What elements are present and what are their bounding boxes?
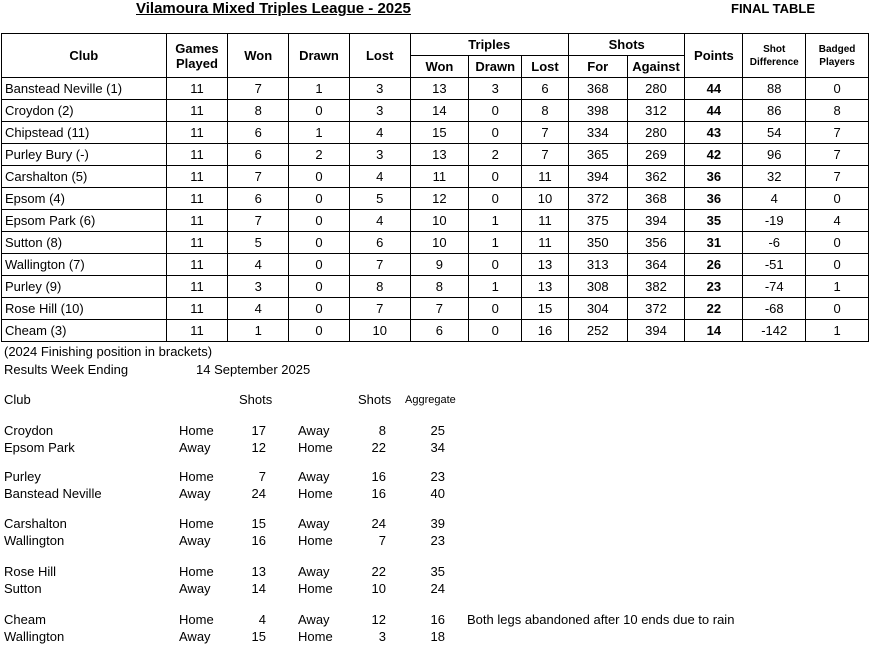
cell-t-drawn: 0 <box>469 298 522 320</box>
cell-club: Purley Bury (-) <box>2 144 167 166</box>
results-label: Results Week Ending <box>4 362 129 377</box>
result-s2: 10 <box>371 581 386 596</box>
cell-lost: 4 <box>349 210 410 232</box>
result-ha: Home <box>179 564 214 579</box>
cell-t-drawn: 0 <box>469 100 522 122</box>
cell-diff: 88 <box>743 78 806 100</box>
cell-points: 14 <box>685 320 743 342</box>
cell-played: 11 <box>166 210 228 232</box>
cell-lost: 4 <box>349 122 410 144</box>
cell-t-won: 14 <box>410 100 469 122</box>
cell-t-drawn: 0 <box>469 320 522 342</box>
cell-diff: -68 <box>743 298 806 320</box>
cell-won: 3 <box>228 276 289 298</box>
result-s2: 24 <box>371 516 386 531</box>
cell-against: 280 <box>627 78 685 100</box>
cell-against: 372 <box>627 298 685 320</box>
league-table <box>1 33 869 342</box>
table-row <box>2 188 869 210</box>
result-club: Banstead Neville <box>4 486 102 501</box>
cell-badged: 1 <box>806 276 869 298</box>
cell-lost: 10 <box>349 320 410 342</box>
cell-t-won: 8 <box>410 276 469 298</box>
cell-club: Epsom Park (6) <box>2 210 167 232</box>
cell-club: Purley (9) <box>2 276 167 298</box>
cell-badged: 8 <box>806 100 869 122</box>
cell-club: Chipstead (11) <box>2 122 167 144</box>
result-ah: Away <box>298 516 330 531</box>
cell-badged: 0 <box>806 188 869 210</box>
cell-t-lost: 15 <box>522 298 569 320</box>
cell-for: 368 <box>568 78 627 100</box>
result-s1: 7 <box>258 469 266 484</box>
cell-for: 334 <box>568 122 627 144</box>
cell-points: 35 <box>685 210 743 232</box>
result-ah: Away <box>298 612 330 627</box>
result-s2: 22 <box>371 440 386 455</box>
results-header-shots-home: Shots <box>239 392 273 407</box>
cell-points: 26 <box>685 254 743 276</box>
result-ah: Home <box>298 486 333 501</box>
cell-t-lost: 6 <box>522 78 569 100</box>
cell-club: Sutton (8) <box>2 232 167 254</box>
cell-points: 42 <box>685 144 743 166</box>
cell-drawn: 0 <box>289 320 350 342</box>
result-club: Purley <box>4 469 41 484</box>
result-s2: 22 <box>371 564 386 579</box>
cell-for: 394 <box>568 166 627 188</box>
table-row <box>2 254 869 276</box>
cell-points: 44 <box>685 100 743 122</box>
result-row <box>0 564 869 581</box>
cell-drawn: 0 <box>289 232 350 254</box>
cell-played: 11 <box>166 144 228 166</box>
result-row <box>0 612 869 629</box>
cell-t-won: 10 <box>410 232 469 254</box>
cell-for: 313 <box>568 254 627 276</box>
cell-won: 7 <box>228 210 289 232</box>
cell-diff: -74 <box>743 276 806 298</box>
header-triples: Triples <box>410 34 568 56</box>
cell-t-won: 13 <box>410 78 469 100</box>
cell-t-won: 12 <box>410 188 469 210</box>
header-triples-won: Won <box>410 56 469 78</box>
cell-won: 6 <box>228 122 289 144</box>
standings-body <box>2 78 869 342</box>
result-agg: 23 <box>430 533 445 548</box>
cell-won: 4 <box>228 298 289 320</box>
result-row <box>0 486 869 503</box>
cell-against: 394 <box>627 320 685 342</box>
cell-t-drawn: 0 <box>469 122 522 144</box>
header-shots-against: Against <box>627 56 685 78</box>
cell-diff: -51 <box>743 254 806 276</box>
result-s2: 7 <box>378 533 386 548</box>
cell-t-lost: 11 <box>522 166 569 188</box>
cell-t-drawn: 0 <box>469 166 522 188</box>
result-club: Epsom Park <box>4 440 75 455</box>
result-s2: 8 <box>378 423 386 438</box>
cell-club: Carshalton (5) <box>2 166 167 188</box>
cell-badged: 7 <box>806 144 869 166</box>
cell-played: 11 <box>166 254 228 276</box>
result-s2: 16 <box>371 469 386 484</box>
cell-t-drawn: 1 <box>469 276 522 298</box>
result-row <box>0 516 869 533</box>
result-agg: 16 <box>430 612 445 627</box>
cell-club: Banstead Neville (1) <box>2 78 167 100</box>
cell-played: 11 <box>166 122 228 144</box>
cell-against: 362 <box>627 166 685 188</box>
header-triples-lost: Lost <box>522 56 569 78</box>
result-ah: Home <box>298 440 333 455</box>
result-club: Rose Hill <box>4 564 57 579</box>
cell-for: 308 <box>568 276 627 298</box>
cell-club: Wallington (7) <box>2 254 167 276</box>
result-agg: 34 <box>430 440 445 455</box>
header-badged-players: Badged Players <box>806 34 869 78</box>
result-ah: Home <box>298 581 333 596</box>
result-agg: 40 <box>430 486 445 501</box>
cell-badged: 0 <box>806 298 869 320</box>
cell-lost: 3 <box>349 78 410 100</box>
result-row <box>0 581 869 598</box>
cell-badged: 0 <box>806 254 869 276</box>
cell-played: 11 <box>166 320 228 342</box>
cell-against: 356 <box>627 232 685 254</box>
result-club: Carshalton <box>4 516 67 531</box>
cell-points: 31 <box>685 232 743 254</box>
cell-diff: -19 <box>743 210 806 232</box>
cell-drawn: 0 <box>289 276 350 298</box>
cell-lost: 3 <box>349 100 410 122</box>
cell-t-drawn: 3 <box>469 78 522 100</box>
result-s1: 12 <box>251 440 266 455</box>
cell-t-lost: 11 <box>522 210 569 232</box>
result-s1: 17 <box>251 423 266 438</box>
result-row <box>0 423 869 440</box>
cell-played: 11 <box>166 276 228 298</box>
cell-won: 7 <box>228 78 289 100</box>
header-shots-for: For <box>568 56 627 78</box>
cell-badged: 7 <box>806 122 869 144</box>
finishing-position-note: (2024 Finishing position in brackets) <box>4 344 213 359</box>
cell-diff: -142 <box>743 320 806 342</box>
header-lost: Lost <box>349 34 410 78</box>
result-ha: Home <box>179 469 214 484</box>
result-ha: Away <box>179 440 211 455</box>
result-ah: Away <box>298 469 330 484</box>
cell-club: Epsom (4) <box>2 188 167 210</box>
result-s1: 4 <box>258 612 266 627</box>
header-won: Won <box>228 34 289 78</box>
cell-t-drawn: 0 <box>469 188 522 210</box>
cell-t-won: 10 <box>410 210 469 232</box>
cell-against: 280 <box>627 122 685 144</box>
cell-for: 252 <box>568 320 627 342</box>
result-agg: 25 <box>430 423 445 438</box>
cell-played: 11 <box>166 166 228 188</box>
cell-t-won: 15 <box>410 122 469 144</box>
cell-points: 36 <box>685 188 743 210</box>
cell-against: 394 <box>627 210 685 232</box>
results-header-shots-away: Shots <box>358 392 392 407</box>
cell-drawn: 0 <box>289 100 350 122</box>
cell-for: 398 <box>568 100 627 122</box>
cell-drawn: 1 <box>289 122 350 144</box>
result-ha: Away <box>179 629 211 644</box>
header-points: Points <box>685 34 743 78</box>
cell-t-won: 9 <box>410 254 469 276</box>
table-row <box>2 320 869 342</box>
cell-t-lost: 11 <box>522 232 569 254</box>
cell-t-drawn: 1 <box>469 232 522 254</box>
cell-for: 372 <box>568 188 627 210</box>
page-title: Vilamoura Mixed Triples League - 2025 <box>136 0 411 17</box>
result-row <box>0 629 869 646</box>
header-games-played: Games Played <box>166 34 228 78</box>
cell-against: 368 <box>627 188 685 210</box>
cell-diff: 4 <box>743 188 806 210</box>
result-row <box>0 533 869 550</box>
header-drawn: Drawn <box>289 34 350 78</box>
header-triples-drawn: Drawn <box>469 56 522 78</box>
cell-badged: 0 <box>806 232 869 254</box>
cell-lost: 4 <box>349 166 410 188</box>
result-s1: 24 <box>251 486 266 501</box>
cell-club: Rose Hill (10) <box>2 298 167 320</box>
cell-for: 350 <box>568 232 627 254</box>
cell-badged: 7 <box>806 166 869 188</box>
result-ha: Home <box>179 612 214 627</box>
cell-t-lost: 16 <box>522 320 569 342</box>
cell-lost: 3 <box>349 144 410 166</box>
result-club: Croydon <box>4 423 54 438</box>
cell-for: 375 <box>568 210 627 232</box>
table-row <box>2 78 869 100</box>
result-s2: 12 <box>371 612 386 627</box>
result-agg: 18 <box>430 629 445 644</box>
table-row <box>2 122 869 144</box>
cell-club: Croydon (2) <box>2 100 167 122</box>
cell-against: 382 <box>627 276 685 298</box>
result-agg: 35 <box>430 564 445 579</box>
result-s1: 14 <box>251 581 266 596</box>
cell-played: 11 <box>166 232 228 254</box>
result-club: Wallington <box>4 533 65 548</box>
result-s1: 15 <box>251 516 266 531</box>
cell-points: 36 <box>685 166 743 188</box>
result-s2: 16 <box>371 486 386 501</box>
result-agg: 23 <box>430 469 445 484</box>
results-header-club: Club <box>4 392 31 407</box>
cell-badged: 1 <box>806 320 869 342</box>
results-date: 14 September 2025 <box>196 362 311 377</box>
result-ha: Away <box>179 533 211 548</box>
cell-won: 7 <box>228 166 289 188</box>
cell-played: 11 <box>166 188 228 210</box>
cell-diff: 54 <box>743 122 806 144</box>
result-club: Sutton <box>4 581 42 596</box>
cell-drawn: 0 <box>289 210 350 232</box>
cell-points: 23 <box>685 276 743 298</box>
cell-badged: 4 <box>806 210 869 232</box>
result-ha: Away <box>179 581 211 596</box>
cell-against: 269 <box>627 144 685 166</box>
cell-lost: 6 <box>349 232 410 254</box>
result-s1: 15 <box>251 629 266 644</box>
cell-diff: 32 <box>743 166 806 188</box>
cell-t-drawn: 0 <box>469 254 522 276</box>
results-week-ending <box>4 362 311 377</box>
result-s1: 13 <box>251 564 266 579</box>
cell-lost: 7 <box>349 298 410 320</box>
cell-drawn: 0 <box>289 166 350 188</box>
cell-lost: 5 <box>349 188 410 210</box>
cell-played: 11 <box>166 100 228 122</box>
cell-t-lost: 7 <box>522 144 569 166</box>
table-row <box>2 100 869 122</box>
cell-for: 304 <box>568 298 627 320</box>
result-agg: 39 <box>430 516 445 531</box>
result-row <box>0 469 869 486</box>
cell-diff: 86 <box>743 100 806 122</box>
cell-t-won: 7 <box>410 298 469 320</box>
cell-t-drawn: 2 <box>469 144 522 166</box>
result-ah: Home <box>298 629 333 644</box>
final-table-label: FINAL TABLE <box>731 1 816 16</box>
result-ah: Away <box>298 564 330 579</box>
result-ah: Home <box>298 533 333 548</box>
cell-played: 11 <box>166 298 228 320</box>
result-ha: Home <box>179 423 214 438</box>
cell-won: 6 <box>228 144 289 166</box>
cell-lost: 8 <box>349 276 410 298</box>
table-row <box>2 144 869 166</box>
cell-lost: 7 <box>349 254 410 276</box>
cell-badged: 0 <box>806 78 869 100</box>
result-s1: 16 <box>251 533 266 548</box>
cell-won: 5 <box>228 232 289 254</box>
result-club: Wallington <box>4 629 65 644</box>
cell-t-drawn: 1 <box>469 210 522 232</box>
result-s2: 3 <box>378 629 386 644</box>
header-shots: Shots <box>568 34 685 56</box>
results-header-aggregate: Aggregate <box>405 394 456 406</box>
result-club: Cheam <box>4 612 46 627</box>
cell-for: 365 <box>568 144 627 166</box>
cell-against: 312 <box>627 100 685 122</box>
cell-t-won: 13 <box>410 144 469 166</box>
result-ah: Away <box>298 423 330 438</box>
table-row <box>2 232 869 254</box>
header-club: Club <box>2 34 167 78</box>
cell-t-lost: 8 <box>522 100 569 122</box>
result-row <box>0 440 869 457</box>
cell-won: 4 <box>228 254 289 276</box>
cell-points: 44 <box>685 78 743 100</box>
result-ha: Home <box>179 516 214 531</box>
cell-t-won: 6 <box>410 320 469 342</box>
cell-points: 43 <box>685 122 743 144</box>
cell-drawn: 1 <box>289 78 350 100</box>
cell-drawn: 2 <box>289 144 350 166</box>
cell-played: 11 <box>166 78 228 100</box>
cell-t-lost: 10 <box>522 188 569 210</box>
cell-drawn: 0 <box>289 254 350 276</box>
cell-diff: -6 <box>743 232 806 254</box>
cell-won: 1 <box>228 320 289 342</box>
cell-against: 364 <box>627 254 685 276</box>
cell-drawn: 0 <box>289 188 350 210</box>
table-row <box>2 166 869 188</box>
cell-drawn: 0 <box>289 298 350 320</box>
header-shot-difference: Shot Difference <box>743 34 806 78</box>
cell-t-lost: 13 <box>522 276 569 298</box>
cell-t-won: 11 <box>410 166 469 188</box>
cell-t-lost: 7 <box>522 122 569 144</box>
cell-t-lost: 13 <box>522 254 569 276</box>
table-row <box>2 298 869 320</box>
cell-points: 22 <box>685 298 743 320</box>
cell-won: 6 <box>228 188 289 210</box>
result-agg: 24 <box>430 581 445 596</box>
cell-diff: 96 <box>743 144 806 166</box>
cell-won: 8 <box>228 100 289 122</box>
result-note: Both legs abandoned after 10 ends due to rain <box>467 612 735 627</box>
table-row <box>2 210 869 232</box>
result-ha: Away <box>179 486 211 501</box>
table-row <box>2 276 869 298</box>
cell-club: Cheam (3) <box>2 320 167 342</box>
